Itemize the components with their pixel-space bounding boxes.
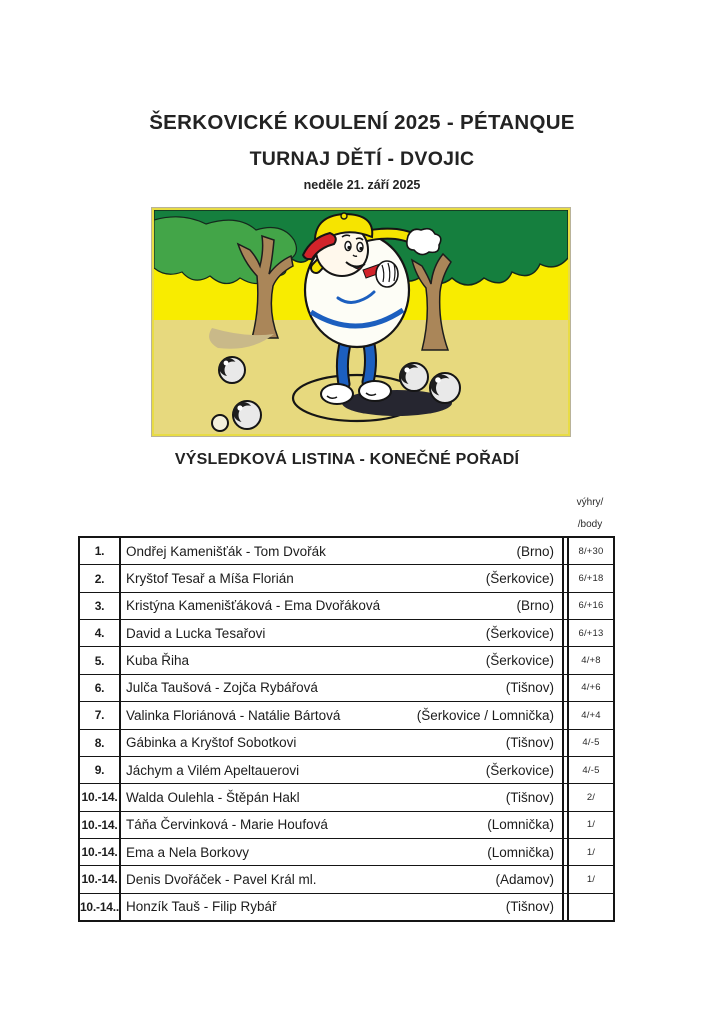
rank-cell: 1.: [80, 538, 121, 564]
table-row: [80, 866, 613, 893]
boule-right-2: [430, 373, 460, 403]
table-row: [80, 812, 613, 839]
left-glove: [376, 261, 398, 287]
page-subtitle: TURNAJ DĚTÍ - DVOJIC: [249, 148, 475, 170]
club-name: (Šerkovice): [485, 653, 554, 669]
results-table: [78, 536, 615, 922]
score-cell: 1/: [567, 866, 613, 892]
team-names: Denis Dvořáček - Pavel Král ml.: [126, 871, 317, 887]
score-cell: 6/+13: [567, 620, 613, 646]
score-cell: 4/-5: [567, 730, 613, 756]
team-names: Kristýna Kamenišťáková - Ema Dvořáková: [126, 598, 381, 614]
names-cell: [121, 894, 564, 920]
score-cell: 4/+4: [567, 702, 613, 728]
team-names: Valinka Floriánová - Natálie Bártová: [126, 707, 341, 723]
names-cell: [121, 812, 564, 838]
names-cell: [121, 620, 564, 646]
page-date: neděle 21. září 2025: [303, 178, 421, 192]
table-row: [80, 620, 613, 647]
names-cell: [121, 565, 564, 591]
jack-ball: [212, 415, 228, 431]
table-row: [80, 730, 613, 757]
club-name: (Šerkovice / Lomnička): [416, 707, 554, 723]
boule-lower-left: [233, 401, 261, 429]
table-row: [80, 565, 613, 592]
club-name: (Šerkovice): [485, 762, 554, 778]
team-names: Táňa Červinková - Marie Houfová: [126, 817, 328, 833]
score-cell: 2/: [567, 784, 613, 810]
score-header-line1: výhry/: [576, 497, 604, 508]
team-names: Julča Taušová - Zojča Rybářová: [126, 680, 318, 696]
club-name: (Lomnička): [487, 844, 554, 860]
score-cell: 1/: [567, 812, 613, 838]
score-cell: 4/+8: [567, 647, 613, 673]
rank-cell: 2.: [80, 565, 121, 591]
score-cell: 1/: [567, 839, 613, 865]
rank-cell: 10.-14.: [80, 866, 121, 892]
team-names: Walda Oulehla - Štěpán Hakl: [126, 789, 300, 805]
score-cell: 6/+18: [567, 565, 613, 591]
table-row: [80, 702, 613, 729]
table-row: [80, 894, 613, 920]
names-cell: [121, 593, 564, 619]
rank-cell: 10.-14.: [80, 812, 121, 838]
names-cell: [121, 675, 564, 701]
team-names: David a Lucka Tesařovi: [126, 625, 266, 641]
rank-cell: 4.: [80, 620, 121, 646]
team-names: Kryštof Tesař a Míša Florián: [126, 571, 294, 587]
team-names: Gábinka a Kryštof Sobotkovi: [126, 735, 297, 751]
team-names: Honzík Tauš - Filip Rybář: [126, 899, 277, 915]
rank-cell: 6.: [80, 675, 121, 701]
rank-cell: 9.: [80, 757, 121, 783]
rank-cell: 10.-14..: [80, 894, 121, 920]
club-name: (Šerkovice): [485, 625, 554, 641]
rank-cell: 8.: [80, 730, 121, 756]
table-row: [80, 593, 613, 620]
rank-cell: 7.: [80, 702, 121, 728]
names-cell: [121, 784, 564, 810]
club-name: (Šerkovice): [485, 571, 554, 587]
score-header-line2: /body: [577, 519, 603, 530]
club-name: (Adamov): [495, 871, 554, 887]
table-row: [80, 757, 613, 784]
score-cell: 6/+16: [567, 593, 613, 619]
rank-cell: 10.-14.: [80, 784, 121, 810]
petanque-cartoon-svg: [154, 210, 568, 434]
club-name: (Brno): [516, 543, 554, 559]
score-cell: 4/+6: [567, 675, 613, 701]
club-name: (Tišnov): [505, 899, 554, 915]
names-cell: [121, 757, 564, 783]
names-cell: [121, 647, 564, 673]
club-name: (Lomnička): [487, 817, 554, 833]
results-table-body: [80, 538, 613, 920]
club-name: (Tišnov): [505, 789, 554, 805]
score-column-header: [560, 497, 620, 530]
team-names: Kuba Řiha: [126, 653, 190, 669]
section-heading: VÝSLEDKOVÁ LISTINA - KONEČNÉ POŘADÍ: [174, 451, 520, 468]
table-row: [80, 839, 613, 866]
rank-cell: 10.-14.: [80, 839, 121, 865]
club-name: (Brno): [516, 598, 554, 614]
rank-cell: 5.: [80, 647, 121, 673]
table-row: [80, 647, 613, 674]
names-cell: [121, 839, 564, 865]
score-cell: 4/-5: [567, 757, 613, 783]
names-cell: [121, 702, 564, 728]
names-cell: [121, 538, 564, 564]
club-name: (Tišnov): [505, 735, 554, 751]
page-title: ŠERKOVICKÉ KOULENÍ 2025 - PÉTANQUE: [149, 111, 575, 134]
boule-right-1: [400, 363, 428, 391]
table-row: [80, 784, 613, 811]
table-row: [80, 538, 613, 565]
score-cell: 8/+30: [567, 538, 613, 564]
team-names: Ondřej Kamenišťák - Tom Dvořák: [126, 543, 326, 559]
table-row: [80, 675, 613, 702]
score-cell: [567, 894, 613, 920]
names-cell: [121, 866, 564, 892]
rank-cell: 3.: [80, 593, 121, 619]
boule-left: [219, 357, 245, 383]
club-name: (Tišnov): [505, 680, 554, 696]
team-names: Ema a Nela Borkovy: [126, 844, 250, 860]
names-cell: [121, 730, 564, 756]
petanque-cartoon-illustration: [152, 208, 570, 436]
team-names: Jáchym a Vilém Apeltauerovi: [126, 762, 300, 778]
cap-button: [341, 213, 347, 219]
